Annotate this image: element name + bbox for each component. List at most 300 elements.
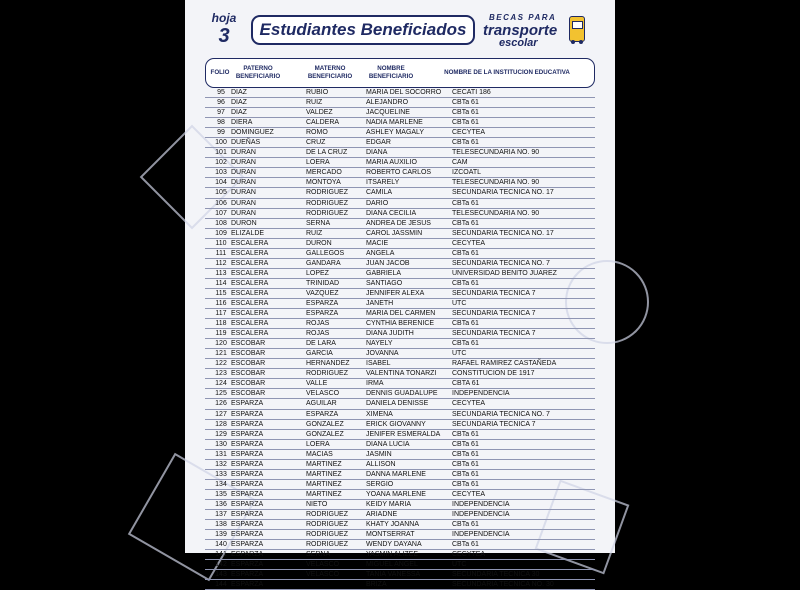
table-row	[205, 229, 595, 239]
cell-folio: 129	[215, 430, 227, 438]
cell-institucion: UNIVERSIDAD BENITO JUAREZ	[452, 269, 557, 277]
cell-materno: MARTINEZ	[306, 480, 342, 488]
cell-nombre: ITSARELY	[366, 179, 400, 187]
cell-nombre: ANDREA DE JESUS	[366, 219, 431, 227]
cell-paterno: ESPARZA	[231, 480, 264, 488]
cell-paterno: ESPARZA	[231, 521, 264, 529]
cell-paterno: ESCOBAR	[231, 380, 266, 388]
cell-materno: ESPARZA	[306, 310, 339, 318]
cell-materno: MACIAS	[306, 450, 333, 458]
cell-nombre: CYNTHIA BERENICE	[366, 320, 435, 328]
cell-nombre: DARIO	[366, 199, 389, 207]
cell-paterno: ESCALERA	[231, 320, 269, 328]
cell-paterno: ESCALERA	[231, 239, 269, 247]
cell-materno: VELASCO	[306, 571, 340, 579]
cell-folio: 138	[215, 521, 227, 529]
cell-paterno: DURAN	[231, 199, 256, 207]
cell-materno: TRINIDAD	[306, 279, 340, 287]
table-row	[205, 108, 595, 118]
cell-nombre: TANIA VANESSA	[366, 571, 421, 579]
table-row	[205, 309, 595, 319]
cell-paterno: ELIZALDE	[231, 229, 265, 237]
cell-folio: 100	[215, 139, 227, 147]
cell-folio: 127	[215, 410, 227, 418]
cell-paterno: DURAN	[231, 179, 256, 187]
cell-institucion: CECYTEA	[452, 400, 486, 408]
cell-materno: CALDERA	[306, 119, 340, 127]
cell-institucion: CBTa 61	[452, 219, 479, 227]
sheet-value: 3	[218, 25, 230, 47]
cell-nombre: MIGUEL ANGEL	[366, 561, 418, 569]
cell-paterno: ESCALERA	[231, 279, 269, 287]
table-row	[205, 570, 595, 580]
cell-nombre: DIANA LUCIA	[366, 440, 410, 448]
cell-folio: 116	[215, 299, 227, 307]
cell-nombre: VALENTINA TONARZI	[366, 370, 437, 378]
table-row	[205, 279, 595, 289]
cell-folio: 113	[215, 269, 227, 277]
cell-institucion: CBTa 61	[452, 109, 479, 117]
cell-institucion: CBTa 61	[452, 480, 479, 488]
cell-institucion: IZCOATL	[452, 169, 482, 177]
cell-folio: 112	[215, 259, 227, 267]
cell-institucion: CBTa 61	[452, 440, 479, 448]
cell-folio: 130	[215, 440, 227, 448]
cell-folio: 123	[215, 370, 227, 378]
cell-paterno: ESPARZA	[231, 490, 264, 498]
cell-paterno: ESCALERA	[231, 259, 269, 267]
cell-materno: LOERA	[306, 440, 330, 448]
table-row	[205, 540, 595, 550]
column-header-institucion: NOMBRE DE LA INSTITUCION EDUCATIVA	[444, 68, 570, 76]
cell-paterno: ESCALERA	[231, 249, 269, 257]
logo-line-3: escolar	[499, 37, 538, 49]
cell-institucion: CAM	[452, 159, 468, 167]
cell-paterno: ESCOBAR	[231, 370, 266, 378]
cell-institucion: SECUNDARIA TECNICA NO. 7	[452, 259, 550, 267]
cell-paterno: ESCOBAR	[231, 390, 266, 398]
cell-institucion: CECYTEA	[452, 129, 486, 137]
cell-paterno: ESCOBAR	[231, 350, 266, 358]
bus-icon	[569, 16, 585, 42]
cell-paterno: ESPARZA	[231, 450, 264, 458]
cell-folio: 121	[215, 350, 227, 358]
cell-folio: 99	[217, 129, 225, 137]
table-row	[205, 349, 595, 359]
cell-institucion: CBTa 61	[452, 279, 479, 287]
cell-materno: GONZALEZ	[306, 420, 344, 428]
cell-institucion: CECATI 186	[452, 89, 491, 96]
cell-nombre: ROBERTO CARLOS	[366, 169, 432, 177]
cell-materno: RODRIGUEZ	[306, 370, 348, 378]
cell-nombre: GABRIELA	[366, 269, 402, 277]
table-row	[205, 450, 595, 460]
cell-institucion: CBTa 61	[452, 99, 479, 107]
cell-nombre: YASMIN ALIZEE	[366, 551, 418, 559]
cell-institucion: RAFAEL RAMIREZ CASTAÑEDA	[452, 360, 557, 368]
cell-materno: NIETO	[306, 500, 328, 508]
logo-line-1: BECAS PARA	[489, 13, 557, 22]
cell-paterno: ESPARZA	[231, 510, 264, 518]
cell-paterno: ESCALERA	[231, 289, 269, 297]
cell-folio: 111	[215, 249, 227, 257]
column-header-paterno: PATERNO BENEFICIARIO	[235, 65, 281, 80]
table-row	[205, 399, 595, 409]
cell-paterno: DURAN	[231, 209, 256, 217]
cell-paterno: DIAZ	[231, 109, 247, 117]
cell-folio: 120	[215, 340, 227, 348]
cell-materno: ROMO	[306, 129, 328, 137]
table-row	[205, 510, 595, 520]
table-row	[205, 269, 595, 279]
table-row	[205, 188, 595, 198]
cell-materno: SERNA	[306, 219, 331, 227]
cell-folio: 114	[215, 279, 227, 287]
table-header	[205, 58, 595, 88]
cell-nombre: ARIADNE	[366, 510, 398, 518]
cell-materno: ESPARZA	[306, 299, 339, 307]
cell-paterno: ESPARZA	[231, 541, 264, 549]
cell-folio: 142	[215, 561, 227, 569]
cell-paterno: ESPARZA	[231, 400, 264, 408]
table-row	[205, 329, 595, 339]
cell-institucion: INDEPENDENCIA	[452, 510, 510, 518]
cell-nombre: JACQUELINE	[366, 109, 410, 117]
cell-folio: 137	[215, 510, 227, 518]
cell-folio: 96	[217, 99, 225, 107]
beneficiaries-table	[205, 88, 595, 590]
cell-materno: MARTINEZ	[306, 490, 342, 498]
cell-folio: 134	[215, 480, 227, 488]
cell-nombre: ALLISON	[366, 460, 396, 468]
cell-institucion: CBTa 61	[452, 119, 479, 127]
cell-paterno: ESPARZA	[231, 410, 264, 418]
cell-nombre: MACIE	[366, 239, 389, 247]
cell-institucion: UTC	[452, 350, 467, 358]
cell-folio: 109	[215, 229, 227, 237]
cell-institucion: CBTa 61	[452, 320, 479, 328]
cell-paterno: DURAN	[231, 159, 256, 167]
table-row	[205, 580, 595, 590]
cell-folio: 101	[215, 149, 227, 157]
cell-institucion: CBTa 61	[452, 470, 479, 478]
cell-institucion: CBTa 61	[452, 460, 479, 468]
cell-folio: 124	[215, 380, 227, 388]
cell-nombre: WENDY DAYANA	[366, 541, 422, 549]
table-row	[205, 369, 595, 379]
table-row	[205, 339, 595, 349]
cell-folio: 117	[215, 310, 227, 318]
cell-folio: 144	[215, 581, 227, 589]
cell-paterno: DIAZ	[231, 89, 247, 96]
cell-materno: VALLE	[306, 380, 328, 388]
cell-institucion: INDEPENDENCIA	[452, 390, 510, 398]
table-row	[205, 470, 595, 480]
cell-paterno: ESPARZA	[231, 430, 264, 438]
cell-nombre: SANTIAGO	[366, 279, 403, 287]
cell-nombre: DIANA CECILIA	[366, 209, 417, 217]
table-row	[205, 199, 595, 209]
cell-nombre: KEIDY MARIA	[366, 500, 411, 508]
cell-paterno: ESPARZA	[231, 531, 264, 539]
cell-institucion: CBTa 61	[452, 249, 479, 257]
cell-institucion: TELESECUNDARIA NO. 90	[452, 149, 540, 157]
program-logo	[481, 12, 591, 50]
cell-institucion: INDEPENDENCIA	[452, 500, 510, 508]
cell-paterno: ESCALERA	[231, 269, 269, 277]
cell-folio: 110	[215, 239, 227, 247]
cell-nombre: XIMENA	[366, 410, 393, 418]
cell-institucion: SECUNDARIA TECNICA 7	[452, 420, 536, 428]
cell-folio: 143	[215, 571, 227, 579]
cell-nombre: ISABEL	[366, 360, 391, 368]
cell-folio: 128	[215, 420, 227, 428]
table-row	[205, 128, 595, 138]
cell-paterno: DURAN	[231, 189, 256, 197]
cell-folio: 102	[215, 159, 227, 167]
cell-institucion: CBTa 61	[452, 430, 479, 438]
cell-folio: 108	[215, 219, 227, 227]
table-row	[205, 168, 595, 178]
cell-folio: 136	[215, 500, 227, 508]
cell-materno: MARTINEZ	[306, 460, 342, 468]
cell-materno: CRUZ	[306, 139, 326, 147]
cell-materno: ROJAS	[306, 330, 330, 338]
cell-nombre: ERICK GIOVANNY	[366, 420, 426, 428]
cell-paterno: ESPARZA	[231, 561, 264, 569]
cell-nombre: DIANA	[366, 149, 388, 157]
cell-folio: 132	[215, 460, 227, 468]
cell-nombre: MONTSERRAT	[366, 531, 415, 539]
cell-institucion: CBTa 61	[452, 450, 479, 458]
cell-institucion: UTC	[452, 299, 467, 307]
table-row	[205, 420, 595, 430]
sheet-label: hoja	[211, 11, 237, 25]
table-row	[205, 138, 595, 148]
table-row	[205, 88, 595, 98]
cell-folio: 126	[215, 400, 227, 408]
cell-folio: 95	[217, 89, 225, 96]
cell-materno: DE LA CRUZ	[306, 149, 348, 157]
cell-institucion: SECUNDARIA TECNICA NO. 17	[452, 229, 554, 237]
cell-folio: 141	[215, 551, 227, 559]
table-row	[205, 178, 595, 188]
document-page	[185, 0, 615, 589]
cell-nombre: JENIFER ESMERALDA	[366, 430, 441, 438]
cell-materno: RUBIO	[306, 89, 329, 96]
cell-nombre: DANIELA DENISSE	[366, 400, 429, 408]
logo-line-2: transporte	[483, 22, 558, 39]
cell-folio: 140	[215, 541, 227, 549]
cell-institucion: CBTa 61	[452, 340, 479, 348]
cell-folio: 119	[215, 330, 227, 338]
cell-paterno: ESCOBAR	[231, 360, 266, 368]
cell-institucion: SECUNDARIA TECNICA NO. 7	[452, 410, 550, 418]
table-row	[205, 359, 595, 369]
table-row	[205, 500, 595, 510]
cell-paterno: ESCALERA	[231, 330, 269, 338]
table-row	[205, 440, 595, 450]
cell-nombre: ASHLEY MAGALY	[366, 129, 425, 137]
cell-nombre: DIANA JUDITH	[366, 330, 414, 338]
table-row	[205, 460, 595, 470]
cell-materno: ROJAS	[306, 320, 330, 328]
cell-paterno: ESPARZA	[231, 440, 264, 448]
cell-folio: 97	[217, 109, 225, 117]
cell-materno: RUIZ	[306, 99, 323, 107]
cell-nombre: NADIA MARLENE	[366, 119, 423, 127]
cell-nombre: JOVANNA	[366, 350, 399, 358]
cell-nombre: DANNA MARLENE	[366, 470, 426, 478]
cell-institucion: SECUNDARIA TECNICA 7	[452, 330, 536, 338]
cell-materno: LOPEZ	[306, 269, 329, 277]
cell-nombre: NAYELY	[366, 340, 393, 348]
table-row	[205, 560, 595, 570]
cell-institucion: CBTa 61	[452, 139, 479, 147]
table-row	[205, 148, 595, 158]
cell-folio: 133	[215, 470, 227, 478]
cell-materno: VELASCO	[306, 561, 340, 569]
cell-paterno: DURON	[231, 219, 257, 227]
cell-materno: GANDARA	[306, 259, 341, 267]
cell-nombre: KHATY JOANNA	[366, 521, 420, 529]
cell-nombre: MARIA DEL SOCORRO	[366, 89, 442, 96]
cell-materno: SERNA	[306, 551, 331, 559]
cell-paterno: DUEÑAS	[231, 139, 261, 147]
cell-institucion: CBTA 61	[452, 380, 480, 388]
table-row	[205, 259, 595, 269]
cell-materno: GARCIA	[306, 350, 333, 358]
cell-paterno: ESCALERA	[231, 310, 269, 318]
cell-nombre: CAMILA	[366, 189, 393, 197]
cell-nombre: BRIZA	[366, 581, 387, 589]
cell-nombre: ANGELA	[366, 249, 395, 257]
column-header-folio: FOLIO	[210, 68, 230, 76]
cell-materno: DE LARA	[306, 340, 336, 348]
cell-nombre: IRMA	[366, 380, 384, 388]
cell-institucion: CBTa 61	[452, 521, 479, 529]
cell-nombre: JASMIN	[366, 450, 392, 458]
cell-institucion: SECUNDARIA TECNICA NO. 30	[452, 581, 554, 589]
cell-folio: 98	[217, 119, 225, 127]
cell-institucion: TELESECUNDARIA NO. 90	[452, 179, 540, 187]
sheet-number	[207, 12, 241, 46]
cell-folio: 106	[215, 199, 227, 207]
table-row	[205, 98, 595, 108]
cell-institucion: CECYTEA	[452, 490, 486, 498]
column-header-nombre: NOMBRE BENEFICIARIO	[368, 65, 414, 80]
table-row	[205, 209, 595, 219]
cell-nombre: JUAN JACOB	[366, 259, 410, 267]
cell-nombre: JANETH	[366, 299, 394, 307]
cell-nombre: DENNIS GUADALUPE	[366, 390, 438, 398]
table-row	[205, 490, 595, 500]
cell-institucion: CBTa 61	[452, 199, 479, 207]
cell-institucion: INDEPENDENCIA	[452, 531, 510, 539]
cell-paterno: ESPARZA	[231, 551, 264, 559]
cell-materno: RUIZ	[306, 229, 323, 237]
cell-nombre: MARIA DEL CARMEN	[366, 310, 436, 318]
cell-paterno: ESCALERA	[231, 299, 269, 307]
cell-materno: DURON	[306, 239, 332, 247]
cell-materno: RODRIGUEZ	[306, 521, 348, 529]
cell-nombre: JENNIFER ALEXA	[366, 289, 425, 297]
table-row	[205, 550, 595, 560]
cell-materno: HERNANDEZ	[306, 360, 350, 368]
cell-materno: VELASCO	[306, 390, 340, 398]
cell-institucion: CECYTEA	[452, 239, 486, 247]
cell-materno: RODRIGUEZ	[306, 541, 348, 549]
cell-paterno: ESPARZA	[231, 581, 264, 589]
cell-materno: RODRIGUEZ	[306, 531, 348, 539]
cell-materno: AGUILAR	[306, 400, 337, 408]
cell-materno: MARTINEZ	[306, 470, 342, 478]
table-row	[205, 158, 595, 168]
cell-materno: RODRIGUEZ	[306, 209, 348, 217]
table-row	[205, 289, 595, 299]
cell-paterno: ESPARZA	[231, 420, 264, 428]
cell-materno: MONTOYA	[306, 179, 341, 187]
cell-paterno: DIAZ	[231, 99, 247, 107]
cell-paterno: DOMINGUEZ	[231, 129, 274, 137]
cell-materno: VALDEZ	[306, 109, 333, 117]
cell-nombre: CAROL JASSMIN	[366, 229, 423, 237]
table-row	[205, 239, 595, 249]
cell-paterno: DURAN	[231, 169, 256, 177]
table-row	[205, 389, 595, 399]
cell-paterno: ESPARZA	[231, 500, 264, 508]
cell-nombre: MARIA AUXILIO	[366, 159, 417, 167]
cell-nombre: YOANA MARLENE	[366, 490, 426, 498]
table-row	[205, 530, 595, 540]
table-row	[205, 118, 595, 128]
page-title: Estudiantes Beneficiados	[251, 15, 475, 45]
cell-materno: VAZQUEZ	[306, 289, 339, 297]
column-header-materno: MATERNO BENEFICIARIO	[307, 65, 353, 80]
cell-materno: RODRIGUEZ	[306, 189, 348, 197]
cell-institucion: TELESECUNDARIA NO. 90	[452, 209, 540, 217]
cell-materno: RODRIGUEZ	[306, 199, 348, 207]
cell-institucion: CECYTEA	[452, 551, 486, 559]
cell-folio: 115	[215, 289, 227, 297]
table-row	[205, 219, 595, 229]
table-row	[205, 379, 595, 389]
cell-folio: 103	[215, 169, 227, 177]
table-row	[205, 410, 595, 420]
cell-folio: 131	[215, 450, 227, 458]
cell-folio: 105	[215, 189, 227, 197]
table-row	[205, 430, 595, 440]
cell-folio: 107	[215, 209, 227, 217]
cell-institucion: CONSTITUCION DE 1917	[452, 370, 535, 378]
cell-folio: 118	[215, 320, 227, 328]
cell-paterno: DIERA	[231, 119, 253, 127]
cell-materno: GONZALEZ	[306, 430, 344, 438]
table-row	[205, 249, 595, 259]
cell-folio: 139	[215, 531, 227, 539]
cell-materno: ESPARZA	[306, 410, 339, 418]
cell-institucion: SECUNDARIA TECNICA 30	[452, 571, 540, 579]
cell-institucion: UTC	[452, 561, 467, 569]
cell-materno: GALLEGOS	[306, 249, 345, 257]
cell-folio: 122	[215, 360, 227, 368]
cell-folio: 104	[215, 179, 227, 187]
table-row	[205, 520, 595, 530]
cell-institucion: SECUNDARIA TECNICA 7	[452, 310, 536, 318]
cell-institucion: CBTa 61	[452, 541, 479, 549]
cell-nombre: ALEJANDRO	[366, 99, 409, 107]
cell-paterno: ESPARZA	[231, 460, 264, 468]
